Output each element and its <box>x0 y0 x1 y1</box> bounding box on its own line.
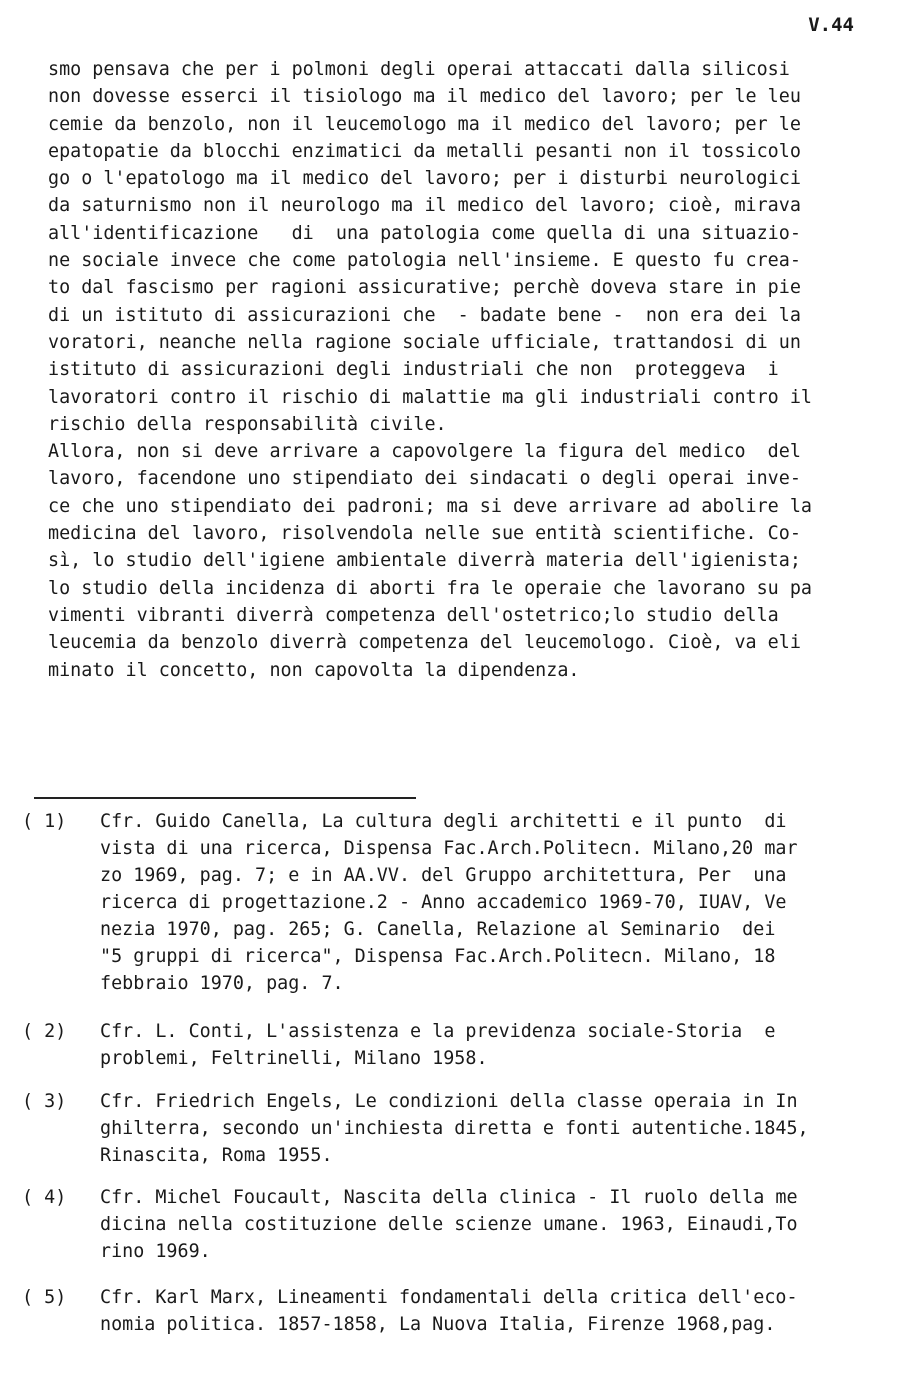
footnote-line: Rinascita, Roma 1955. <box>100 1145 333 1166</box>
body-line: rischio della responsabilità civile. <box>48 413 447 435</box>
footnote-number: ( 3) <box>22 1091 67 1112</box>
body-line: cemie da benzolo, non il leucemologo ma il medico del lavoro; per le <box>48 113 801 135</box>
footnote-line: Cfr. Friedrich Engels, Le condizioni della classe operaia in In <box>100 1091 798 1112</box>
footnote-line: rino 1969. <box>100 1241 211 1262</box>
body-line: minato il concetto, non capovolta la dipendenza. <box>48 659 580 681</box>
footnote-line: nomia politica. 1857-1858, La Nuova Italia, Firenze 1968,pag. <box>100 1314 776 1335</box>
body-line: voratori, neanche nella ragione sociale ufficiale, trattandosi di un <box>48 331 801 353</box>
footnote-line: nezia 1970, pag. 265; G. Canella, Relazione al Seminario dei <box>100 919 776 940</box>
footnote-line: "5 gruppi di ricerca", Dispensa Fac.Arch.Politecn. Milano, 18 <box>100 946 776 967</box>
body-line: Allora, non si deve arrivare a capovolgere la figura del medico del <box>48 441 801 463</box>
footnote-line: ghilterra, secondo un'inchiesta diretta e fonti autentiche.1845, <box>100 1118 809 1139</box>
footnote-line: ricerca di progettazione.2 - Anno accademico 1969-70, IUAV, Ve <box>100 892 787 913</box>
footnote-line: zo 1969, pag. 7; e in AA.VV. del Gruppo architettura, Per una <box>100 865 787 886</box>
body-line: leucemia da benzolo diverrà competenza del leucemologo. Cioè, va eli <box>48 632 801 654</box>
footnote-number: ( 5) <box>22 1287 67 1308</box>
body-line: da saturnismo non il neurologo ma il medico del lavoro; cioè, mirava <box>48 195 801 217</box>
body-line: non dovesse esserci il tisiologo ma il medico del lavoro; per le leu <box>48 86 801 108</box>
footnote-line: vista di una ricerca, Dispensa Fac.Arch.Politecn. Milano,20 mar <box>100 838 798 859</box>
footnote-divider <box>34 797 416 799</box>
body-line: lo studio della incidenza di aborti fra le operaie che lavorano su pa <box>48 577 812 599</box>
footnote-line: dicina nella costituzione delle scienze umane. 1963, Einaudi,To <box>100 1214 798 1235</box>
body-line: istituto di assicurazioni degli industriali che non proteggeva i <box>48 359 779 381</box>
body-line: smo pensava che per i polmoni degli operai attaccati dalla silicosi <box>48 59 790 80</box>
footnote-number: ( 1) <box>22 811 67 832</box>
body-line: lavoratori contro il rischio di malattie ma gli industriali contro il <box>48 386 812 408</box>
body-line: all'identificazione di una patologia come quella di una situazio- <box>48 222 801 244</box>
body-line: vimenti vibranti diverrà competenza dell'ostetrico;lo studio della <box>48 604 779 626</box>
body-line: sì, lo studio dell'igiene ambientale diverrà materia dell'igienista; <box>48 550 801 572</box>
footnote-line: febbraio 1970, pag. 7. <box>100 973 344 994</box>
body-line: lavoro, facendone uno stipendiato dei sindacati o degli operai inve- <box>48 468 801 490</box>
body-line: epatopatie da blocchi enzimatici da metalli pesanti non il tossicolo <box>48 140 801 162</box>
body-line: ce che uno stipendiato dei padroni; ma si deve arrivare ad abolire la <box>48 495 812 517</box>
footnote-line: Cfr. Michel Foucault, Nascita della clinica - Il ruolo della me <box>100 1187 798 1208</box>
body-line: to dal fascismo per ragioni assicurative; perchè doveva stare in pie <box>48 277 801 299</box>
footnote-line: Cfr. L. Conti, L'assistenza e la previdenza sociale-Storia e <box>100 1021 776 1042</box>
body-line: go o l'epatologo ma il medico del lavoro; per i disturbi neurologici <box>48 168 801 190</box>
body-line: di un istituto di assicurazioni che - badate bene - non era dei la <box>48 304 801 326</box>
body-line: ne sociale invece che come patologia nell'insieme. E questo fu crea- <box>48 250 801 272</box>
footnote-line: Cfr. Karl Marx, Lineamenti fondamentali della critica dell'eco- <box>100 1287 798 1308</box>
body-text <box>48 56 860 684</box>
footnote-number: ( 2) <box>22 1021 67 1042</box>
footnote-line: problemi, Feltrinelli, Milano 1958. <box>100 1048 488 1069</box>
body-line: medicina del lavoro, risolvendola nelle sue entità scientifiche. Co- <box>48 523 801 545</box>
page-number: V.44 <box>808 14 854 36</box>
footnote-number: ( 4) <box>22 1187 67 1208</box>
footnote-line: Cfr. Guido Canella, La cultura degli architetti e il punto di <box>100 811 787 832</box>
